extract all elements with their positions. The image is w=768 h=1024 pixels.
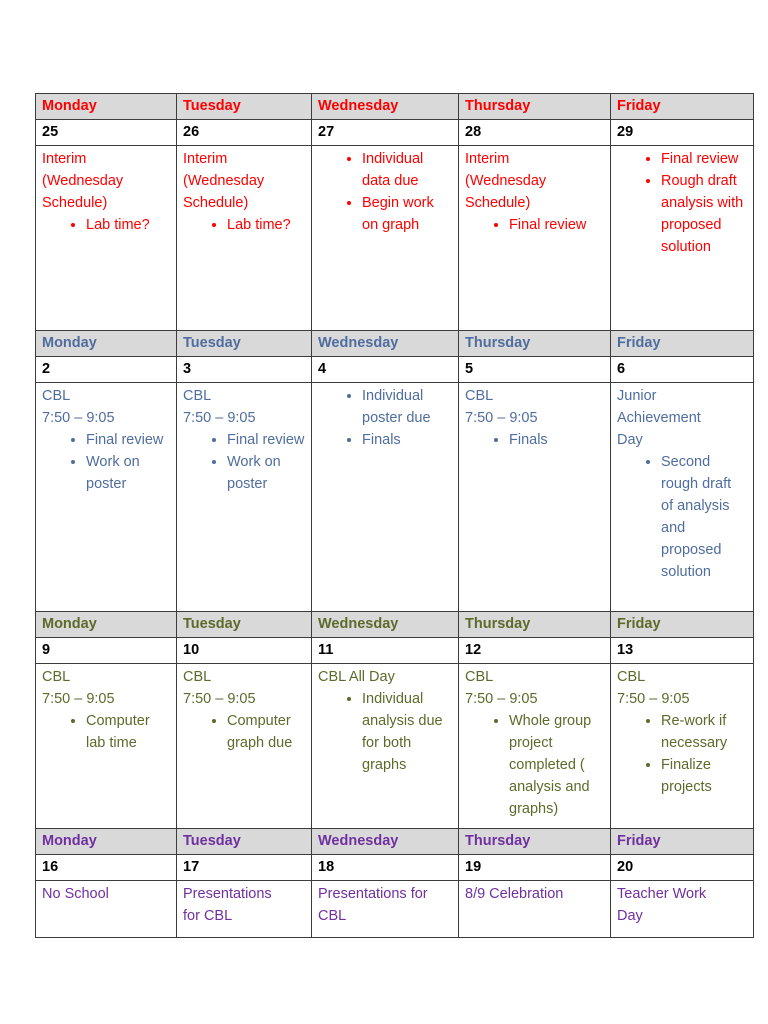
task-item: • Final review — [227, 429, 305, 451]
date-number: 6 — [611, 357, 754, 383]
task-item: • Individual data due — [362, 148, 452, 192]
task-list — [318, 385, 452, 451]
date-number: 18 — [312, 855, 459, 881]
cell-note: CBL 7:50 – 9:05 — [617, 669, 690, 707]
schedule-row — [36, 881, 754, 938]
task-list — [183, 710, 305, 754]
day-cell — [312, 383, 459, 612]
cell-note: CBL 7:50 – 9:05 — [42, 388, 115, 426]
task-item: • Whole group project completed ( analysis and graphs) — [509, 710, 604, 820]
cell-note: Interim (Wednesday Schedule) — [465, 151, 547, 211]
task-item: • Finals — [362, 429, 452, 451]
date-number: 26 — [177, 120, 312, 146]
day-cell — [177, 383, 312, 612]
day-cell — [459, 383, 611, 612]
date-row — [36, 357, 754, 383]
weekday-header: Friday — [611, 829, 754, 855]
day-cell — [611, 146, 754, 331]
date-number: 19 — [459, 855, 611, 881]
day-cell — [177, 146, 312, 331]
task-item: • Lab time? — [86, 214, 170, 236]
day-cell — [36, 146, 177, 331]
day-cell — [312, 664, 459, 829]
day-cell — [611, 881, 754, 938]
task-list — [617, 148, 747, 258]
weekday-header: Monday — [36, 94, 177, 120]
day-cell — [611, 664, 754, 829]
date-row — [36, 855, 754, 881]
cell-note: CBL 7:50 – 9:05 — [42, 669, 115, 707]
weekday-header: Thursday — [459, 331, 611, 357]
day-cell — [312, 881, 459, 938]
task-item: • Rough draft analysis with proposed solution — [661, 170, 747, 258]
task-item: • Individual poster due — [362, 385, 452, 429]
weekday-header: Monday — [36, 612, 177, 638]
date-number: 5 — [459, 357, 611, 383]
date-number: 17 — [177, 855, 312, 881]
day-cell — [459, 664, 611, 829]
task-item: • Computer graph due — [227, 710, 305, 754]
task-item: • Finalize projects — [661, 754, 747, 798]
schedule-row — [36, 146, 754, 331]
weekday-header-row — [36, 829, 754, 855]
day-cell — [36, 881, 177, 938]
date-number: 2 — [36, 357, 177, 383]
weekday-header: Friday — [611, 94, 754, 120]
cell-note: Teacher Work Day — [617, 886, 707, 924]
day-cell — [177, 664, 312, 829]
date-number: 13 — [611, 638, 754, 664]
task-item: • Individual analysis due for both graphs — [362, 688, 452, 776]
cell-note: CBL All Day — [318, 669, 395, 685]
task-list — [617, 451, 747, 583]
task-item: • Lab time? — [227, 214, 305, 236]
weekday-header: Thursday — [459, 94, 611, 120]
task-item: • Work on poster — [227, 451, 305, 495]
task-list — [617, 710, 747, 798]
date-number: 11 — [312, 638, 459, 664]
cell-note: Presentations for CBL — [183, 886, 272, 924]
day-cell — [459, 146, 611, 331]
weekday-header: Tuesday — [177, 829, 312, 855]
cell-note: CBL 7:50 – 9:05 — [465, 669, 538, 707]
cell-note: Interim (Wednesday Schedule) — [42, 151, 124, 211]
task-item: • Work on poster — [86, 451, 170, 495]
task-item: • Final review — [86, 429, 170, 451]
task-list — [183, 429, 305, 495]
task-item: • Final review — [661, 148, 747, 170]
task-list — [465, 710, 604, 820]
task-list — [465, 429, 604, 451]
task-item: • Second rough draft of analysis and proposed solution — [661, 451, 747, 583]
weekday-header: Wednesday — [312, 829, 459, 855]
task-list — [42, 710, 170, 754]
date-number: 25 — [36, 120, 177, 146]
task-item: • Finals — [509, 429, 604, 451]
date-number: 3 — [177, 357, 312, 383]
task-item: • Begin work on graph — [362, 192, 452, 236]
weekday-header-row — [36, 612, 754, 638]
task-list — [183, 214, 305, 236]
weekday-header: Friday — [611, 331, 754, 357]
cell-note: CBL 7:50 – 9:05 — [465, 388, 538, 426]
date-number: 20 — [611, 855, 754, 881]
day-cell — [459, 881, 611, 938]
weekday-header-row — [36, 94, 754, 120]
task-list — [318, 148, 452, 236]
date-number: 16 — [36, 855, 177, 881]
cell-note: No School — [42, 886, 109, 902]
schedule-row — [36, 664, 754, 829]
weekday-header: Monday — [36, 331, 177, 357]
weekday-header: Tuesday — [177, 612, 312, 638]
date-number: 29 — [611, 120, 754, 146]
cell-note: CBL 7:50 – 9:05 — [183, 669, 256, 707]
task-item: • Computer lab time — [86, 710, 170, 754]
task-item: • Re-work if necessary — [661, 710, 747, 754]
weekday-header: Monday — [36, 829, 177, 855]
day-cell — [36, 664, 177, 829]
weekday-header: Thursday — [459, 829, 611, 855]
weekday-header: Friday — [611, 612, 754, 638]
weekday-header: Wednesday — [312, 94, 459, 120]
cell-note: Interim (Wednesday Schedule) — [183, 151, 265, 211]
day-cell — [611, 383, 754, 612]
task-list — [318, 688, 452, 776]
weekday-header: Tuesday — [177, 331, 312, 357]
day-cell — [177, 881, 312, 938]
date-number: 12 — [459, 638, 611, 664]
cell-note: CBL 7:50 – 9:05 — [183, 388, 256, 426]
weekday-header: Wednesday — [312, 612, 459, 638]
task-item: • Final review — [509, 214, 604, 236]
date-number: 9 — [36, 638, 177, 664]
weekday-header: Thursday — [459, 612, 611, 638]
task-list — [42, 214, 170, 236]
date-row — [36, 120, 754, 146]
cell-note: Presentations for CBL — [318, 886, 428, 924]
task-list — [42, 429, 170, 495]
task-list — [465, 214, 604, 236]
weekday-header-row — [36, 331, 754, 357]
date-row — [36, 638, 754, 664]
day-cell — [312, 146, 459, 331]
date-number: 10 — [177, 638, 312, 664]
schedule-row — [36, 383, 754, 612]
cell-note: Junior Achievement Day — [617, 388, 701, 448]
date-number: 4 — [312, 357, 459, 383]
cell-note: 8/9 Celebration — [465, 886, 564, 902]
weekday-header: Wednesday — [312, 331, 459, 357]
date-number: 27 — [312, 120, 459, 146]
calendar-table — [35, 93, 754, 938]
weekday-header: Tuesday — [177, 94, 312, 120]
date-number: 28 — [459, 120, 611, 146]
day-cell — [36, 383, 177, 612]
